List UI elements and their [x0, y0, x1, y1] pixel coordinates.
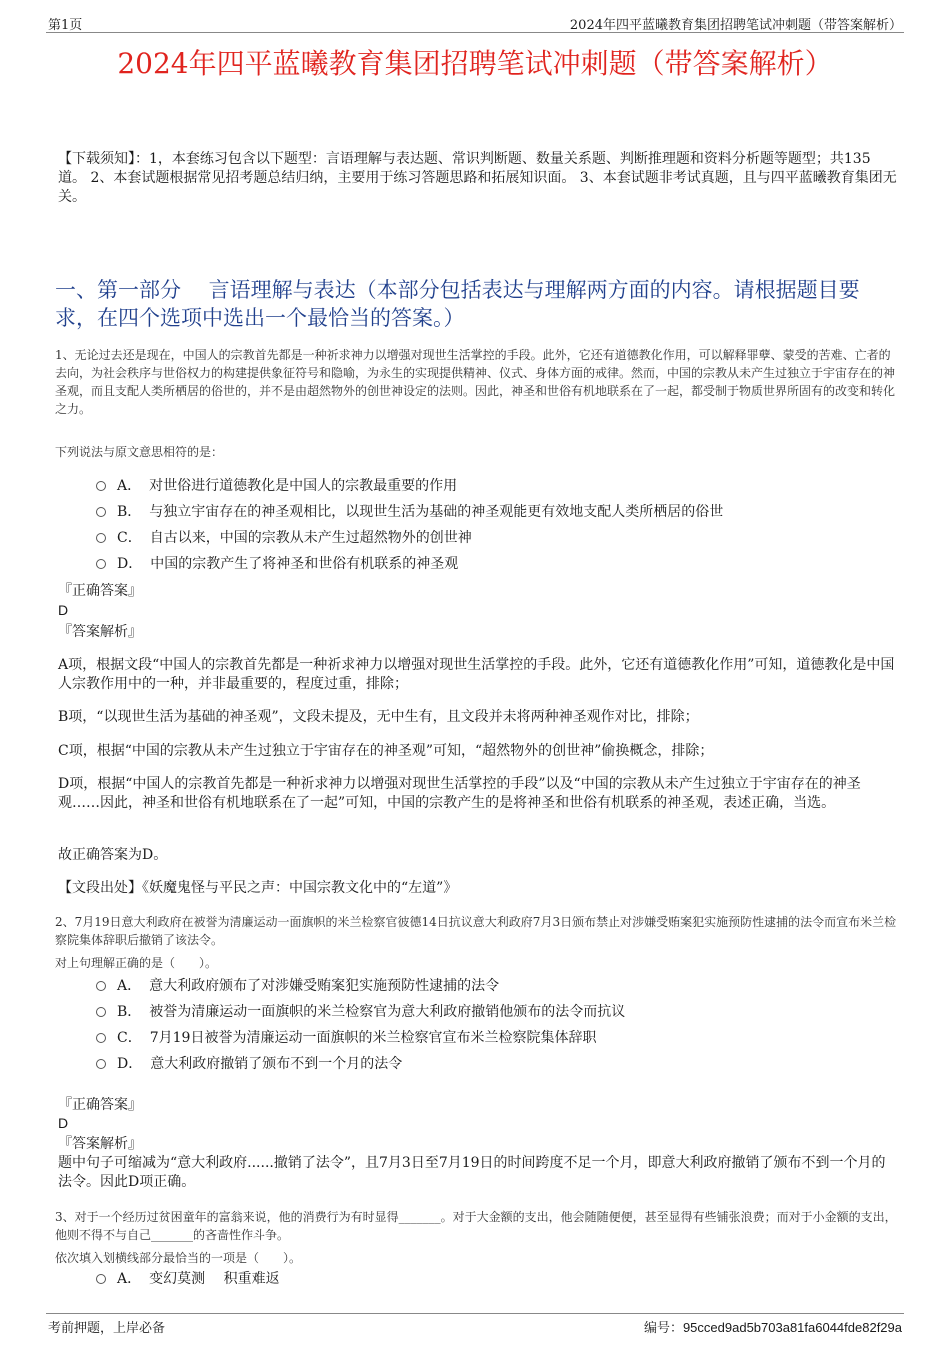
document-code-value: 95cced9ad5b703a81fa6044fde82f29a — [682, 1320, 902, 1335]
question-2-option-b[interactable]: B． 被誉为清廉运动一面旗帜的米兰检察官为意大利政府撤销他颁布的法令而抗议 — [96, 1003, 625, 1021]
question-2-analysis-label: 『答案解析』 — [58, 1136, 142, 1152]
question-1-analysis-label: 『答案解析』 — [58, 624, 142, 640]
question-3-option-a[interactable]: A． 变幻莫测 积重难返 — [96, 1270, 280, 1288]
footer-slogan: 考前押题，上岸必备 — [48, 1321, 166, 1336]
page-header — [46, 12, 904, 33]
question-3-stem: 3、对于一个经历过贫困童年的富翁来说，他的消费行为有时显得_______。对于大金额的支出，他会随随便便，甚至显得有些铺张浪费；而对于小金额的支出，他则不得不与自己_______的吝啬性作斗争。 — [55, 1210, 897, 1242]
question-1-source: 【文段出处】《妖魔鬼怪与平民之声：中国宗教文化中的“左道”》 — [58, 880, 458, 896]
radio-icon[interactable] — [96, 1033, 106, 1043]
question-2-analysis: 题中句子可缩减为“意大利政府......撤销了法令”，且7月3日至7月19日的时间跨度不足一个月，即意大利政府撤销了颁布不到一个月的法令。因此D项正确。 — [58, 1155, 886, 1190]
question-2-option-a[interactable]: A． 意大利政府颁布了对涉嫌受贿案犯实施预防性逮捕的法令 — [96, 977, 499, 995]
question-1-option-b[interactable]: B． 与独立宇宙存在的神圣观相比，以现世生活为基础的神圣观能更有效地支配人类所栖居的俗世 — [96, 503, 723, 521]
radio-icon[interactable] — [96, 507, 106, 517]
question-1-option-d[interactable]: D． 中国的宗教产生了将神圣和世俗有机联系的神圣观 — [96, 555, 458, 573]
question-2-answer-label: 『正确答案』 — [58, 1097, 142, 1113]
page-footer — [46, 1313, 904, 1334]
question-3-lead: 依次填入划横线部分最恰当的一项是（ ）。 — [55, 1251, 302, 1265]
question-1-answer-label: 『正确答案』 — [58, 583, 142, 599]
question-1-analysis-d: D项，根据“中国人的宗教首先都是一种祈求神力以增强对现世生活掌控的手段”以及“中国的宗教从未产生过独立于宇宙存在的神圣观……因此，神圣和世俗有机地联系在了一起”可知，中国的宗教产生的是将神圣和世俗有机联系的神圣观，表述正确，当选。 — [58, 776, 861, 811]
radio-icon[interactable] — [96, 1007, 106, 1017]
question-2-stem: 2、7月19日意大利政府在被誉为清廉运动一面旗帜的米兰检察官彼德14日抗议意大利政府7月3日颁布禁止对涉嫌受贿案犯实施预防性逮捕的法令而宣布米兰检察院集体辞职后撤销了该法令。 — [55, 915, 897, 947]
question-1-analysis-a: A项，根据文段“中国人的宗教首先都是一种祈求神力以增强对现世生活掌控的手段。此外，它还有道德教化作用”可知，道德教化是中国人宗教作用中的一种，并非最重要的，程度过重，排除； — [58, 657, 895, 692]
question-1-option-a[interactable]: A． 对世俗进行道德教化是中国人的宗教最重要的作用 — [96, 477, 457, 495]
radio-icon[interactable] — [96, 1059, 106, 1069]
document-title: 2024年四平蓝曦教育集团招聘笔试冲刺题（带答案解析） — [117, 47, 833, 80]
question-1-stem: 1、无论过去还是现在，中国人的宗教首先都是一种祈求神力以增强对现世生活掌控的手段。此外，它还有道德教化作用，可以解释罪孽、蒙受的苦难、亡者的去向，为社会秩序与世俗权力的构建提供象征符号和隐喻，为永生的实现提供精神、仪式、身体方面的戒律。然而，中国的宗教从未产生过独立于宇宙存在的神圣观，而且支配人类所栖居的俗世的，并不是由超然物外的创世神设定的法则。因此，神圣和世俗有机地联系在了一起，都受制于物质世界所固有的改变和转化之力。 — [55, 348, 896, 416]
question-2-option-d[interactable]: D． 意大利政府撤销了颁布不到一个月的法令 — [96, 1055, 402, 1073]
question-1-answer: D — [58, 602, 69, 618]
question-1-lead: 下列说法与原文意思相符的是： — [55, 445, 224, 459]
document-code-label: 编号： — [643, 1321, 683, 1336]
radio-icon[interactable] — [96, 533, 106, 543]
section-title: 一、第一部分 言语理解与表达（本部分包括表达与理解两方面的内容。请根据题目要求，在四个选项中选出一个最恰当的答案。） — [55, 278, 860, 330]
running-title: 2024年四平蓝曦教育集团招聘笔试冲刺题（带答案解析） — [569, 18, 902, 33]
question-1-option-c[interactable]: C． 自古以来，中国的宗教从未产生过超然物外的创世神 — [96, 529, 472, 547]
download-notice: 【下载须知】：1，本套练习包含以下题型：言语理解与表达题、常识判断题、数量关系题、判断推理题和资料分析题等题型；共135道。 2、本套试题根据常见招考题总结归纳，主要用于练习答题思路和拓展知识面。 3、本套试题非考试真题，且与四平蓝曦教育集团无关。 — [58, 151, 897, 205]
question-2-option-c[interactable]: C． 7月19日被誉为清廉运动一面旗帜的米兰检察官宣布米兰检察院集体辞职 — [96, 1029, 596, 1047]
page-number: 第1页 — [48, 18, 83, 33]
radio-icon[interactable] — [96, 981, 106, 991]
document-code — [644, 1317, 902, 1336]
question-2-lead: 对上句理解正确的是（ ）。 — [55, 956, 218, 970]
question-1-conclusion: 故正确答案为D。 — [58, 847, 168, 863]
radio-icon[interactable] — [96, 481, 106, 491]
radio-icon[interactable] — [96, 1274, 106, 1284]
question-1-analysis-c: C项，根据“中国的宗教从未产生过独立于宇宙存在的神圣观”可知，“超然物外的创世神”偷换概念，排除； — [58, 743, 714, 759]
question-2-answer: D — [58, 1115, 69, 1131]
radio-icon[interactable] — [96, 559, 106, 569]
question-1-analysis-b: B项，“以现世生活为基础的神圣观”，文段未提及，无中生有，且文段并未将两种神圣观作对比，排除； — [58, 709, 699, 725]
